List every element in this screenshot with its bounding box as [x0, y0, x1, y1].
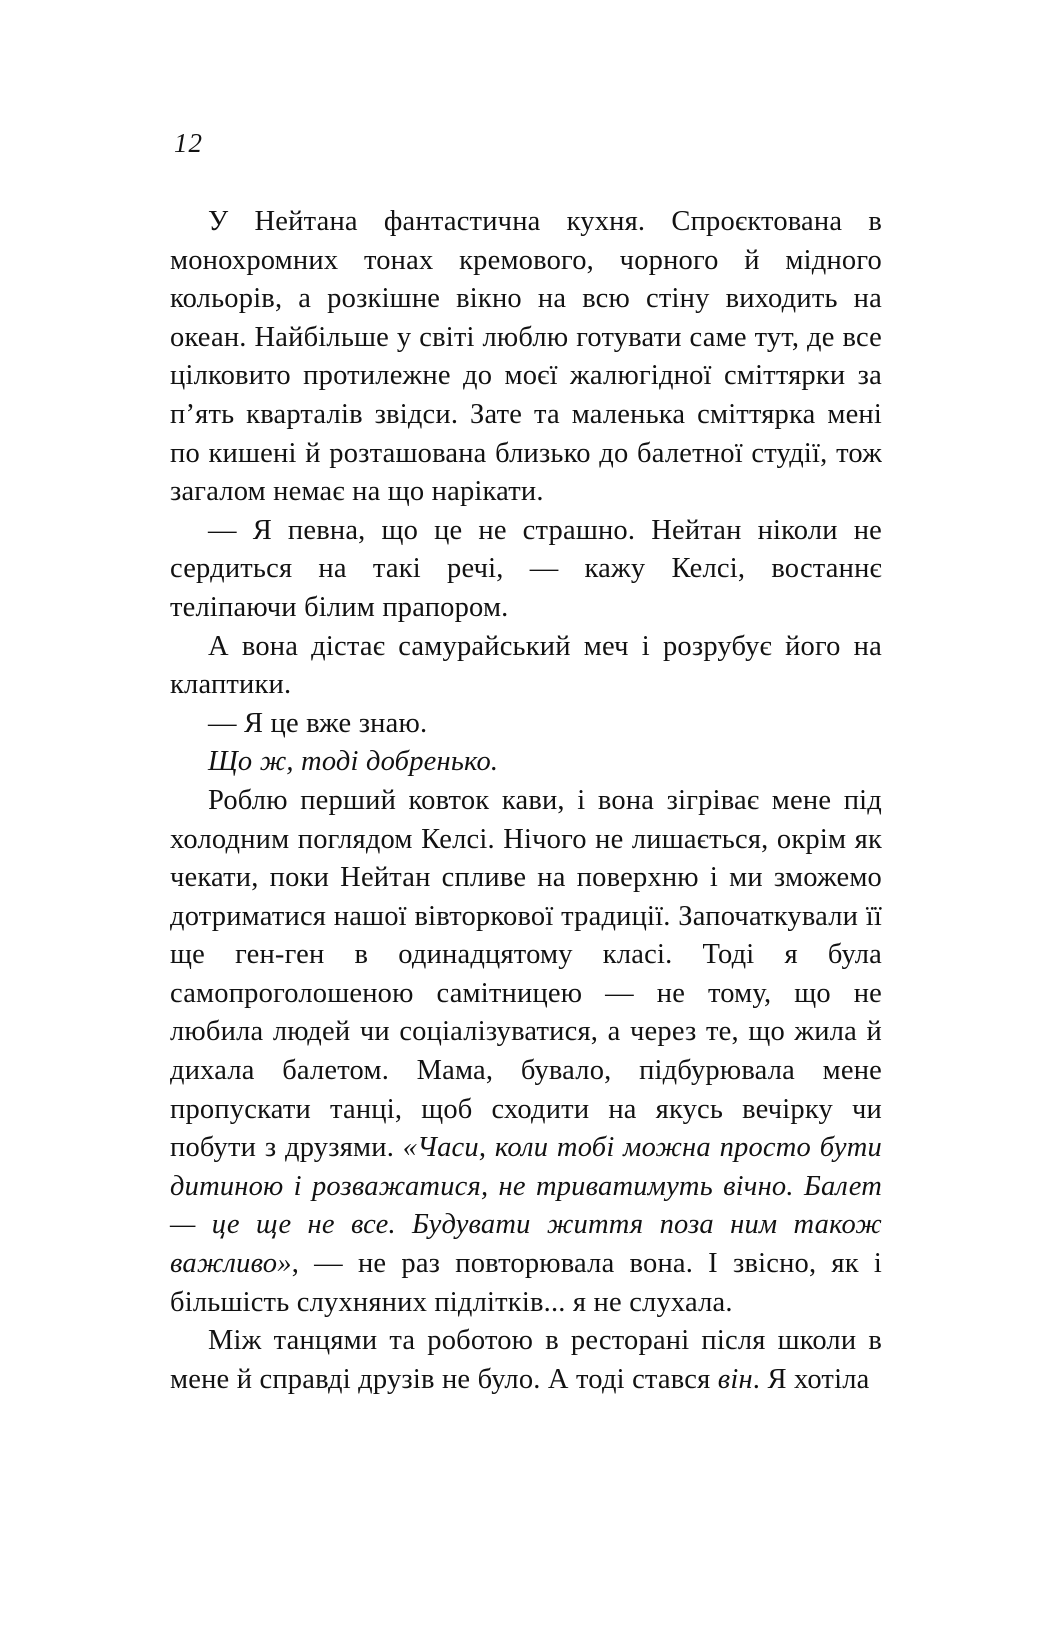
paragraph [170, 782, 882, 1322]
text-run: Роблю перший ковток кави, і вона зігріває мене під холодним поглядом Келсі. Нічого не лишається, окрім як чекати, поки Нейтан спливе на поверхню і ми зможемо дотриматися нашої вівторкової традиції. Започаткували її ще ген-ген в одинадцятому класі. Тоді я була самопроголошеною самітницею — не тому, що не любила людей чи соціалізуватися, а через те, що жила й дихала балетом. Мама, бувало, підбурювала мене пропускати танці, щоб сходити на якусь вечірку чи побути з друзями. [170, 784, 882, 1164]
page-number: 12 [174, 128, 203, 158]
text-run: А вона дістає самурайський меч і розрубує його на клаптики. [170, 630, 882, 701]
text-run: Між танцями та роботою в ресторані після школи в мене й справді друзів не було. А тоді стався [170, 1325, 882, 1395]
text-run: , — не раз повторювала вона. І звісно, як і більшість слухняних підлітків... я не слухала. [170, 1248, 882, 1318]
paragraph [170, 628, 882, 705]
text-run: — Я певна, що це не страшно. Нейтан ніколи не сердиться на такі речі, — кажу Келсі, востаннє теліпаючи білим прапором. [170, 514, 882, 623]
text-run: . Я хотіла [752, 1363, 870, 1395]
text-run: — Я це вже знаю. [208, 707, 428, 739]
paragraph [170, 203, 882, 512]
italic-text-run: «Часи, коли тобі можна просто бути дитиною і розважатися, не триватимуть вічно. Балет — це ще не все. Будувати життя поза ним також важливо» [170, 1132, 882, 1280]
paragraph [170, 743, 882, 782]
italic-text-run: Що ж, тоді добренько. [208, 746, 499, 778]
text-block [170, 203, 882, 1399]
text-run: У Нейтана фантастична кухня. Спроєктована в монохромних тонах кремового, чорного й мідного кольорів, а розкішне вікно на всю стіну виходить на океан. Найбільше у світі люблю готувати саме тут, де все цілковито протилежне до моєї жалюгідної сміттярки за п’ять кварталів звідси. Зате та маленька сміттярка мені по кишені й розташована близько до балетної студії, тож загалом немає на що нарікати. [170, 206, 882, 508]
paragraph [170, 1322, 882, 1399]
paragraph [170, 512, 882, 628]
italic-text-run: він [717, 1363, 753, 1395]
paragraph [170, 705, 882, 744]
